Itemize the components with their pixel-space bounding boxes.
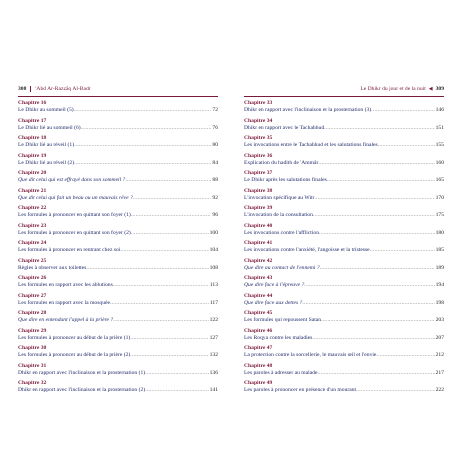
dot-leader bbox=[312, 335, 434, 342]
right-header-rule bbox=[244, 96, 444, 97]
page-reference: 80 bbox=[212, 142, 218, 148]
chapter-number: Chapitre 26 bbox=[18, 275, 47, 281]
chapter-number: Chapitre 30 bbox=[18, 345, 47, 351]
chapter-title: L'invocation de la consultation bbox=[244, 212, 313, 218]
chapter-title: Que dire face à l'épreuve ? bbox=[244, 282, 305, 288]
page-reference: 222 bbox=[435, 387, 444, 393]
dot-leader bbox=[145, 387, 208, 394]
dot-leader bbox=[113, 282, 209, 289]
page-reference: 127 bbox=[209, 334, 218, 341]
toc-entry[interactable] bbox=[244, 293, 444, 307]
toc-row bbox=[244, 247, 444, 254]
toc-row bbox=[244, 212, 444, 219]
chapter-number: Chapitre 31 bbox=[18, 362, 47, 369]
dot-leader bbox=[130, 352, 208, 359]
left-running-title: 'Abd Ar-Razzâq Al-Badr bbox=[35, 86, 91, 92]
page-reference: 122 bbox=[209, 317, 218, 323]
chapter-number: Chapitre 32 bbox=[18, 380, 47, 386]
toc-entry[interactable] bbox=[244, 240, 444, 254]
toc-row bbox=[18, 387, 218, 394]
left-arrow-icon: ◀ bbox=[428, 87, 433, 92]
toc-entry[interactable] bbox=[244, 188, 444, 202]
chapter-title: Dhikr en rapport avec l'inclinaison et la prosternation (3) bbox=[244, 107, 372, 113]
toc-row bbox=[244, 352, 444, 359]
page-reference: 170 bbox=[435, 194, 444, 201]
right-page bbox=[244, 84, 444, 398]
page-reference: 136 bbox=[209, 369, 218, 376]
toc-entry[interactable] bbox=[18, 135, 218, 149]
chapter-number: Chapitre 21 bbox=[18, 187, 47, 194]
toc-entry[interactable] bbox=[18, 363, 218, 377]
dot-leader bbox=[302, 300, 434, 307]
chapter-number: Chapitre 49 bbox=[244, 380, 273, 386]
left-header-rule bbox=[18, 96, 218, 97]
toc-entry[interactable] bbox=[244, 223, 444, 237]
chapter-title: Explication du hadith de 'Ammâr bbox=[244, 159, 319, 166]
toc-row bbox=[18, 300, 218, 307]
right-page-number: 309 bbox=[435, 86, 444, 92]
chapter-number: Chapitre 44 bbox=[244, 292, 273, 299]
chapter-number: Chapitre 22 bbox=[18, 205, 47, 211]
chapter-title: Dhikr en rapport avec le Tachahhud bbox=[244, 124, 325, 131]
page-reference: 194 bbox=[435, 282, 444, 288]
chapter-number: Chapitre 29 bbox=[18, 327, 47, 334]
dot-leader bbox=[319, 230, 435, 237]
page-reference: 198 bbox=[435, 299, 444, 306]
chapter-number: Chapitre 28 bbox=[18, 310, 47, 316]
chapter-title: Dhikr en rapport avec l'inclinaison et la prosternation (1) bbox=[18, 369, 146, 376]
toc-row bbox=[18, 160, 218, 167]
page-reference: 203 bbox=[435, 317, 444, 323]
toc-row bbox=[244, 300, 444, 307]
toc-row bbox=[18, 335, 218, 342]
page-reference: 84 bbox=[212, 159, 218, 166]
page-reference: 92 bbox=[212, 194, 218, 201]
chapter-number: Chapitre 33 bbox=[244, 100, 273, 106]
chapter-title: Que dit celui qui est effrayé dans son sommeil ? bbox=[18, 177, 126, 183]
chapter-number: Chapitre 20 bbox=[18, 170, 47, 176]
header-separator bbox=[30, 86, 31, 92]
chapter-number: Chapitre 23 bbox=[18, 222, 47, 229]
dot-leader bbox=[74, 160, 211, 167]
dot-leader bbox=[120, 247, 208, 254]
chapter-title: Les Roqya contre les maladies bbox=[244, 334, 313, 341]
dot-leader bbox=[378, 142, 435, 149]
left-page bbox=[18, 84, 218, 398]
chapter-title: Que dire au contact de l'ennemi ? bbox=[244, 264, 320, 271]
toc-entry[interactable] bbox=[244, 310, 444, 324]
dot-leader bbox=[131, 230, 209, 237]
toc-entry[interactable] bbox=[244, 345, 444, 359]
chapter-number: Chapitre 19 bbox=[18, 152, 47, 159]
toc-entry[interactable] bbox=[244, 118, 444, 132]
toc-entry[interactable] bbox=[244, 153, 444, 167]
chapter-title: Le Dhikr lié au sommeil (6) bbox=[18, 124, 81, 131]
chapter-title: Les formules à prononcer au début de la prière (1) bbox=[18, 334, 131, 341]
toc-row bbox=[18, 265, 218, 272]
toc-row bbox=[18, 317, 218, 324]
chapter-title: Le Dhikr lié au réveil (1) bbox=[18, 142, 75, 148]
toc-row bbox=[244, 230, 444, 237]
right-running-title: Le Dhikr du jour et de la nuit bbox=[360, 86, 426, 92]
toc-row bbox=[244, 125, 444, 132]
chapter-title: Le Dhikr lié au réveil (2) bbox=[18, 159, 75, 166]
toc-row bbox=[244, 107, 444, 114]
toc-entry[interactable] bbox=[244, 205, 444, 219]
dot-leader bbox=[110, 300, 209, 307]
toc-entry[interactable] bbox=[18, 258, 218, 272]
dot-leader bbox=[356, 387, 435, 394]
toc-row bbox=[18, 282, 218, 289]
page-reference: 108 bbox=[209, 264, 218, 271]
chapter-title: Que dit celui qui fait un beau ou un mauvais rêve ? bbox=[18, 194, 133, 201]
toc-row bbox=[244, 317, 444, 324]
right-page-header bbox=[244, 84, 444, 94]
chapter-number: Chapitre 46 bbox=[244, 327, 273, 334]
chapter-title: Les formules en rapport avec la mosquée bbox=[18, 299, 110, 306]
chapter-number: Chapitre 47 bbox=[244, 345, 273, 351]
chapter-title: Les formules à prononcer en rentrant chez soi bbox=[18, 247, 121, 253]
chapter-number: Chapitre 36 bbox=[244, 152, 273, 159]
toc-entry[interactable] bbox=[244, 363, 444, 377]
toc-entry[interactable] bbox=[18, 100, 218, 114]
dot-leader bbox=[133, 195, 212, 202]
page-reference: 165 bbox=[435, 177, 444, 183]
toc-row bbox=[244, 335, 444, 342]
toc-entry[interactable] bbox=[18, 223, 218, 237]
chapter-number: Chapitre 40 bbox=[244, 222, 273, 229]
toc-row bbox=[18, 195, 218, 202]
toc-entry[interactable] bbox=[244, 380, 444, 394]
page-reference: 76 bbox=[212, 124, 218, 131]
chapter-title: Le Dhikr après les salutations finales bbox=[244, 177, 327, 183]
page-reference: 96 bbox=[212, 212, 218, 218]
toc-row bbox=[18, 107, 218, 114]
page-reference: 100 bbox=[209, 229, 218, 236]
toc-entry[interactable] bbox=[18, 380, 218, 394]
page-reference: 185 bbox=[435, 247, 444, 253]
dot-leader bbox=[125, 177, 211, 184]
toc-row bbox=[18, 142, 218, 149]
toc-entry[interactable] bbox=[244, 100, 444, 114]
chapter-number: Chapitre 27 bbox=[18, 292, 47, 299]
toc-entry[interactable] bbox=[18, 153, 218, 167]
page-reference: 117 bbox=[209, 299, 218, 306]
toc-entry[interactable] bbox=[244, 135, 444, 149]
chapter-title: Les formules en rapport avec les ablutions bbox=[18, 282, 113, 288]
chapter-title: Dhikr en rapport avec l'inclinaison et la prosternation (2) bbox=[18, 387, 146, 393]
chapter-number: Chapitre 42 bbox=[244, 257, 273, 264]
chapter-number: Chapitre 35 bbox=[244, 135, 273, 141]
toc-entry[interactable] bbox=[244, 328, 444, 342]
dot-leader bbox=[81, 125, 212, 132]
toc-row bbox=[244, 195, 444, 202]
dot-leader bbox=[318, 160, 434, 167]
chapter-number: Chapitre 25 bbox=[18, 257, 47, 264]
page-reference: 207 bbox=[435, 334, 444, 341]
toc-row bbox=[244, 387, 444, 394]
toc-row bbox=[18, 352, 218, 359]
toc-row bbox=[244, 265, 444, 272]
dot-leader bbox=[324, 125, 434, 132]
toc-entry[interactable] bbox=[18, 118, 218, 132]
toc-entry[interactable] bbox=[18, 188, 218, 202]
left-page-number: 308 bbox=[18, 86, 27, 92]
chapter-title: Les paroles à prononcer en présence d'un mourant bbox=[244, 387, 357, 393]
toc-row bbox=[18, 230, 218, 237]
chapter-title: Les formules qui repoussent Satan bbox=[244, 317, 322, 323]
chapter-number: Chapitre 17 bbox=[18, 117, 47, 124]
toc-entry[interactable] bbox=[18, 310, 218, 324]
chapter-title: L'invocation spécifique au Witr bbox=[244, 194, 315, 201]
dot-leader bbox=[327, 177, 435, 184]
chapter-number: Chapitre 39 bbox=[244, 205, 273, 211]
toc-entry[interactable] bbox=[18, 170, 218, 184]
dot-leader bbox=[376, 352, 434, 359]
page-reference: 160 bbox=[435, 159, 444, 166]
chapter-title: Les invocations entre le Tachahhud et les salutations finales bbox=[244, 142, 378, 148]
chapter-number: Chapitre 37 bbox=[244, 170, 273, 176]
right-toc-list bbox=[244, 100, 444, 394]
toc-row bbox=[244, 177, 444, 184]
left-toc-list bbox=[18, 100, 218, 394]
chapter-title: Les formules à prononcer au début de la prière (2) bbox=[18, 352, 131, 358]
toc-row bbox=[18, 177, 218, 184]
dot-leader bbox=[130, 335, 208, 342]
page-reference: 217 bbox=[435, 369, 444, 376]
dot-leader bbox=[313, 212, 435, 219]
page-reference: 146 bbox=[435, 107, 444, 113]
page-reference: 151 bbox=[435, 124, 444, 131]
page-reference: 155 bbox=[435, 142, 444, 148]
chapter-number: Chapitre 43 bbox=[244, 275, 273, 281]
chapter-title: Les invocations contre l'anxiété, l'angoisse et la tristesse bbox=[244, 247, 370, 253]
toc-row bbox=[18, 125, 218, 132]
dot-leader bbox=[371, 107, 434, 114]
toc-entry[interactable] bbox=[18, 345, 218, 359]
page-reference: 113 bbox=[209, 282, 218, 288]
dot-leader bbox=[86, 265, 208, 272]
page-reference: 72 bbox=[212, 107, 218, 113]
chapter-number: Chapitre 18 bbox=[18, 135, 47, 141]
chapter-number: Chapitre 24 bbox=[18, 240, 47, 246]
toc-row bbox=[244, 282, 444, 289]
page-reference: 189 bbox=[435, 264, 444, 271]
dot-leader bbox=[321, 317, 435, 324]
chapter-number: Chapitre 38 bbox=[244, 187, 273, 194]
chapter-title: Que dire en entendant l'appel à la prière ? bbox=[18, 317, 114, 323]
chapter-number: Chapitre 41 bbox=[244, 240, 273, 246]
chapter-title: Règles à observer aux toilettes bbox=[18, 264, 87, 271]
chapter-title: Les formules à prononcer en quittant son foyer (1) bbox=[18, 212, 131, 218]
toc-row bbox=[18, 212, 218, 219]
dot-leader bbox=[317, 370, 434, 377]
chapter-title: Que dire face aux dettes ? bbox=[244, 299, 303, 306]
toc-entry[interactable] bbox=[244, 170, 444, 184]
chapter-number: Chapitre 45 bbox=[244, 310, 273, 316]
dot-leader bbox=[74, 107, 212, 114]
dot-leader bbox=[113, 317, 208, 324]
chapter-title: La protection contre la sorcellerie, le mauvais œil et l'envie bbox=[244, 352, 377, 358]
page-reference: 132 bbox=[209, 352, 218, 358]
page-reference: 88 bbox=[212, 177, 218, 183]
page-reference: 175 bbox=[435, 212, 444, 218]
toc-entry[interactable] bbox=[18, 205, 218, 219]
chapter-number: Chapitre 34 bbox=[244, 117, 273, 124]
toc-row bbox=[18, 247, 218, 254]
toc-row bbox=[244, 370, 444, 377]
toc-row bbox=[18, 370, 218, 377]
toc-entry[interactable] bbox=[244, 275, 444, 289]
dot-leader bbox=[370, 247, 435, 254]
dot-leader bbox=[314, 195, 434, 202]
chapter-title: Le Dhikr au sommeil (5) bbox=[18, 107, 74, 113]
page-reference: 104 bbox=[209, 247, 218, 253]
dot-leader bbox=[131, 212, 212, 219]
chapter-title: Les invocations contre l'affliction bbox=[244, 229, 319, 236]
page-reference: 212 bbox=[435, 352, 444, 358]
toc-entry[interactable] bbox=[18, 275, 218, 289]
chapter-number: Chapitre 48 bbox=[244, 362, 273, 369]
toc-row bbox=[244, 160, 444, 167]
page-reference: 141 bbox=[209, 387, 218, 393]
toc-entry[interactable] bbox=[18, 293, 218, 307]
chapter-title: Les paroles à adresser au malade bbox=[244, 369, 318, 376]
left-page-header bbox=[18, 84, 218, 94]
toc-entry[interactable] bbox=[18, 240, 218, 254]
chapter-title: Les formules à prononcer en quittant son foyer (2) bbox=[18, 229, 131, 236]
dot-leader bbox=[74, 142, 211, 149]
toc-entry[interactable] bbox=[18, 328, 218, 342]
chapter-number: Chapitre 16 bbox=[18, 100, 47, 106]
dot-leader bbox=[304, 282, 434, 289]
dot-leader bbox=[145, 370, 208, 377]
toc-row bbox=[244, 142, 444, 149]
page-reference: 180 bbox=[435, 229, 444, 236]
dot-leader bbox=[320, 265, 435, 272]
toc-entry[interactable] bbox=[244, 258, 444, 272]
